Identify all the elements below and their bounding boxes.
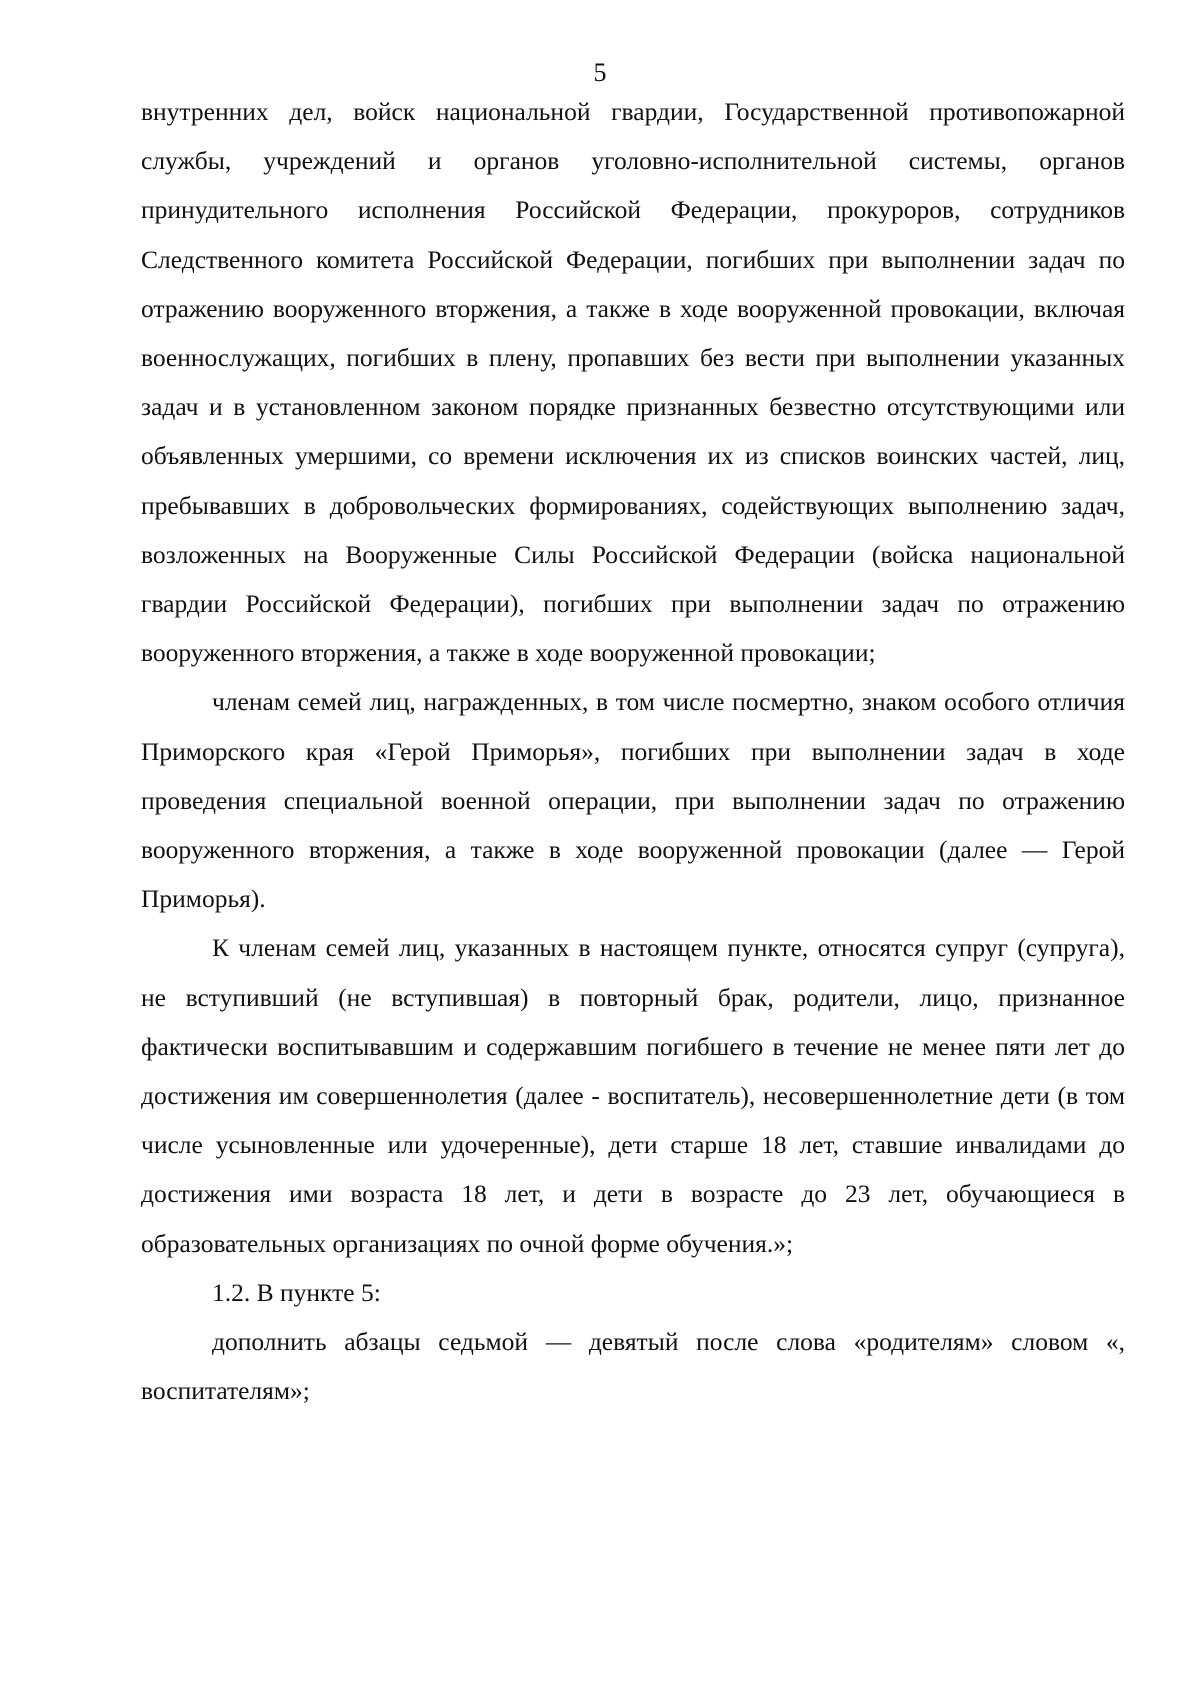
document-body [141, 87, 1125, 1415]
paragraph-family-members: К членам семей лиц, указанных в настоящем пункте, относятся супруг (супруга), не вступивший (не вступившая) в повторный брак, родители, лицо, признанное фактически воспитывавшим и содержавшим погибшего в течение не менее пяти лет до достижения им совершеннолетия (далее - воспитатель), несовершеннолетние дети (в том числе усыновленные или удочеренные), дети старше 18 лет, ставшие инвалидами до достижения ими возраста 18 лет, и дети в возрасте до 23 лет, обучающиеся в образовательных организациях по очной форме обучения.»; [141, 933, 1125, 1258]
paragraph-amendment: дополнить абзацы седьмой — девятый после слова «родителям» словом «, воспитателям»; [141, 1327, 1125, 1406]
paragraph-subclause-heading: 1.2. В пункте 5: [212, 1277, 381, 1307]
paragraph-hero-of-primorye: членам семей лиц, награжденных, в том числе посмертно, знаком особого отличия Приморского края «Герой Приморья», погибших при выполнении задач в ходе проведения специальной военной операции, при выполнении задач по отражению вооруженного вторжения, а также в ходе вооруженной провокации (далее — Герой Приморья). [141, 687, 1125, 914]
page-number: 5 [593, 58, 607, 87]
paragraph-continuation: внутренних дел, войск национальной гвардии, Государственной противопожарной службы, учреждений и органов уголовно-исполнительной системы, органов принудительного исполнения Российской Федерации, прокуроров, сотрудников Следственного комитета Российской Федерации, погибших при выполнении задач по отражению вооруженного вторжения, а также в ходе вооруженной провокации, включая военнослужащих, погибших в плену, пропавших без вести при выполнении указанных задач и в установленном законом порядке признанных безвестно отсутствующими или объявленных умершими, со времени исключения их из списков воинских частей, лиц, пребывавших в добровольческих формированиях, содействующих выполнению задач, возложенных на Вооруженные Силы Российской Федерации (войска национальной гвардии Российской Федерации), погибших при выполнении задач по отражению вооруженного вторжения, а также в ходе вооруженной провокации; [141, 97, 1125, 668]
